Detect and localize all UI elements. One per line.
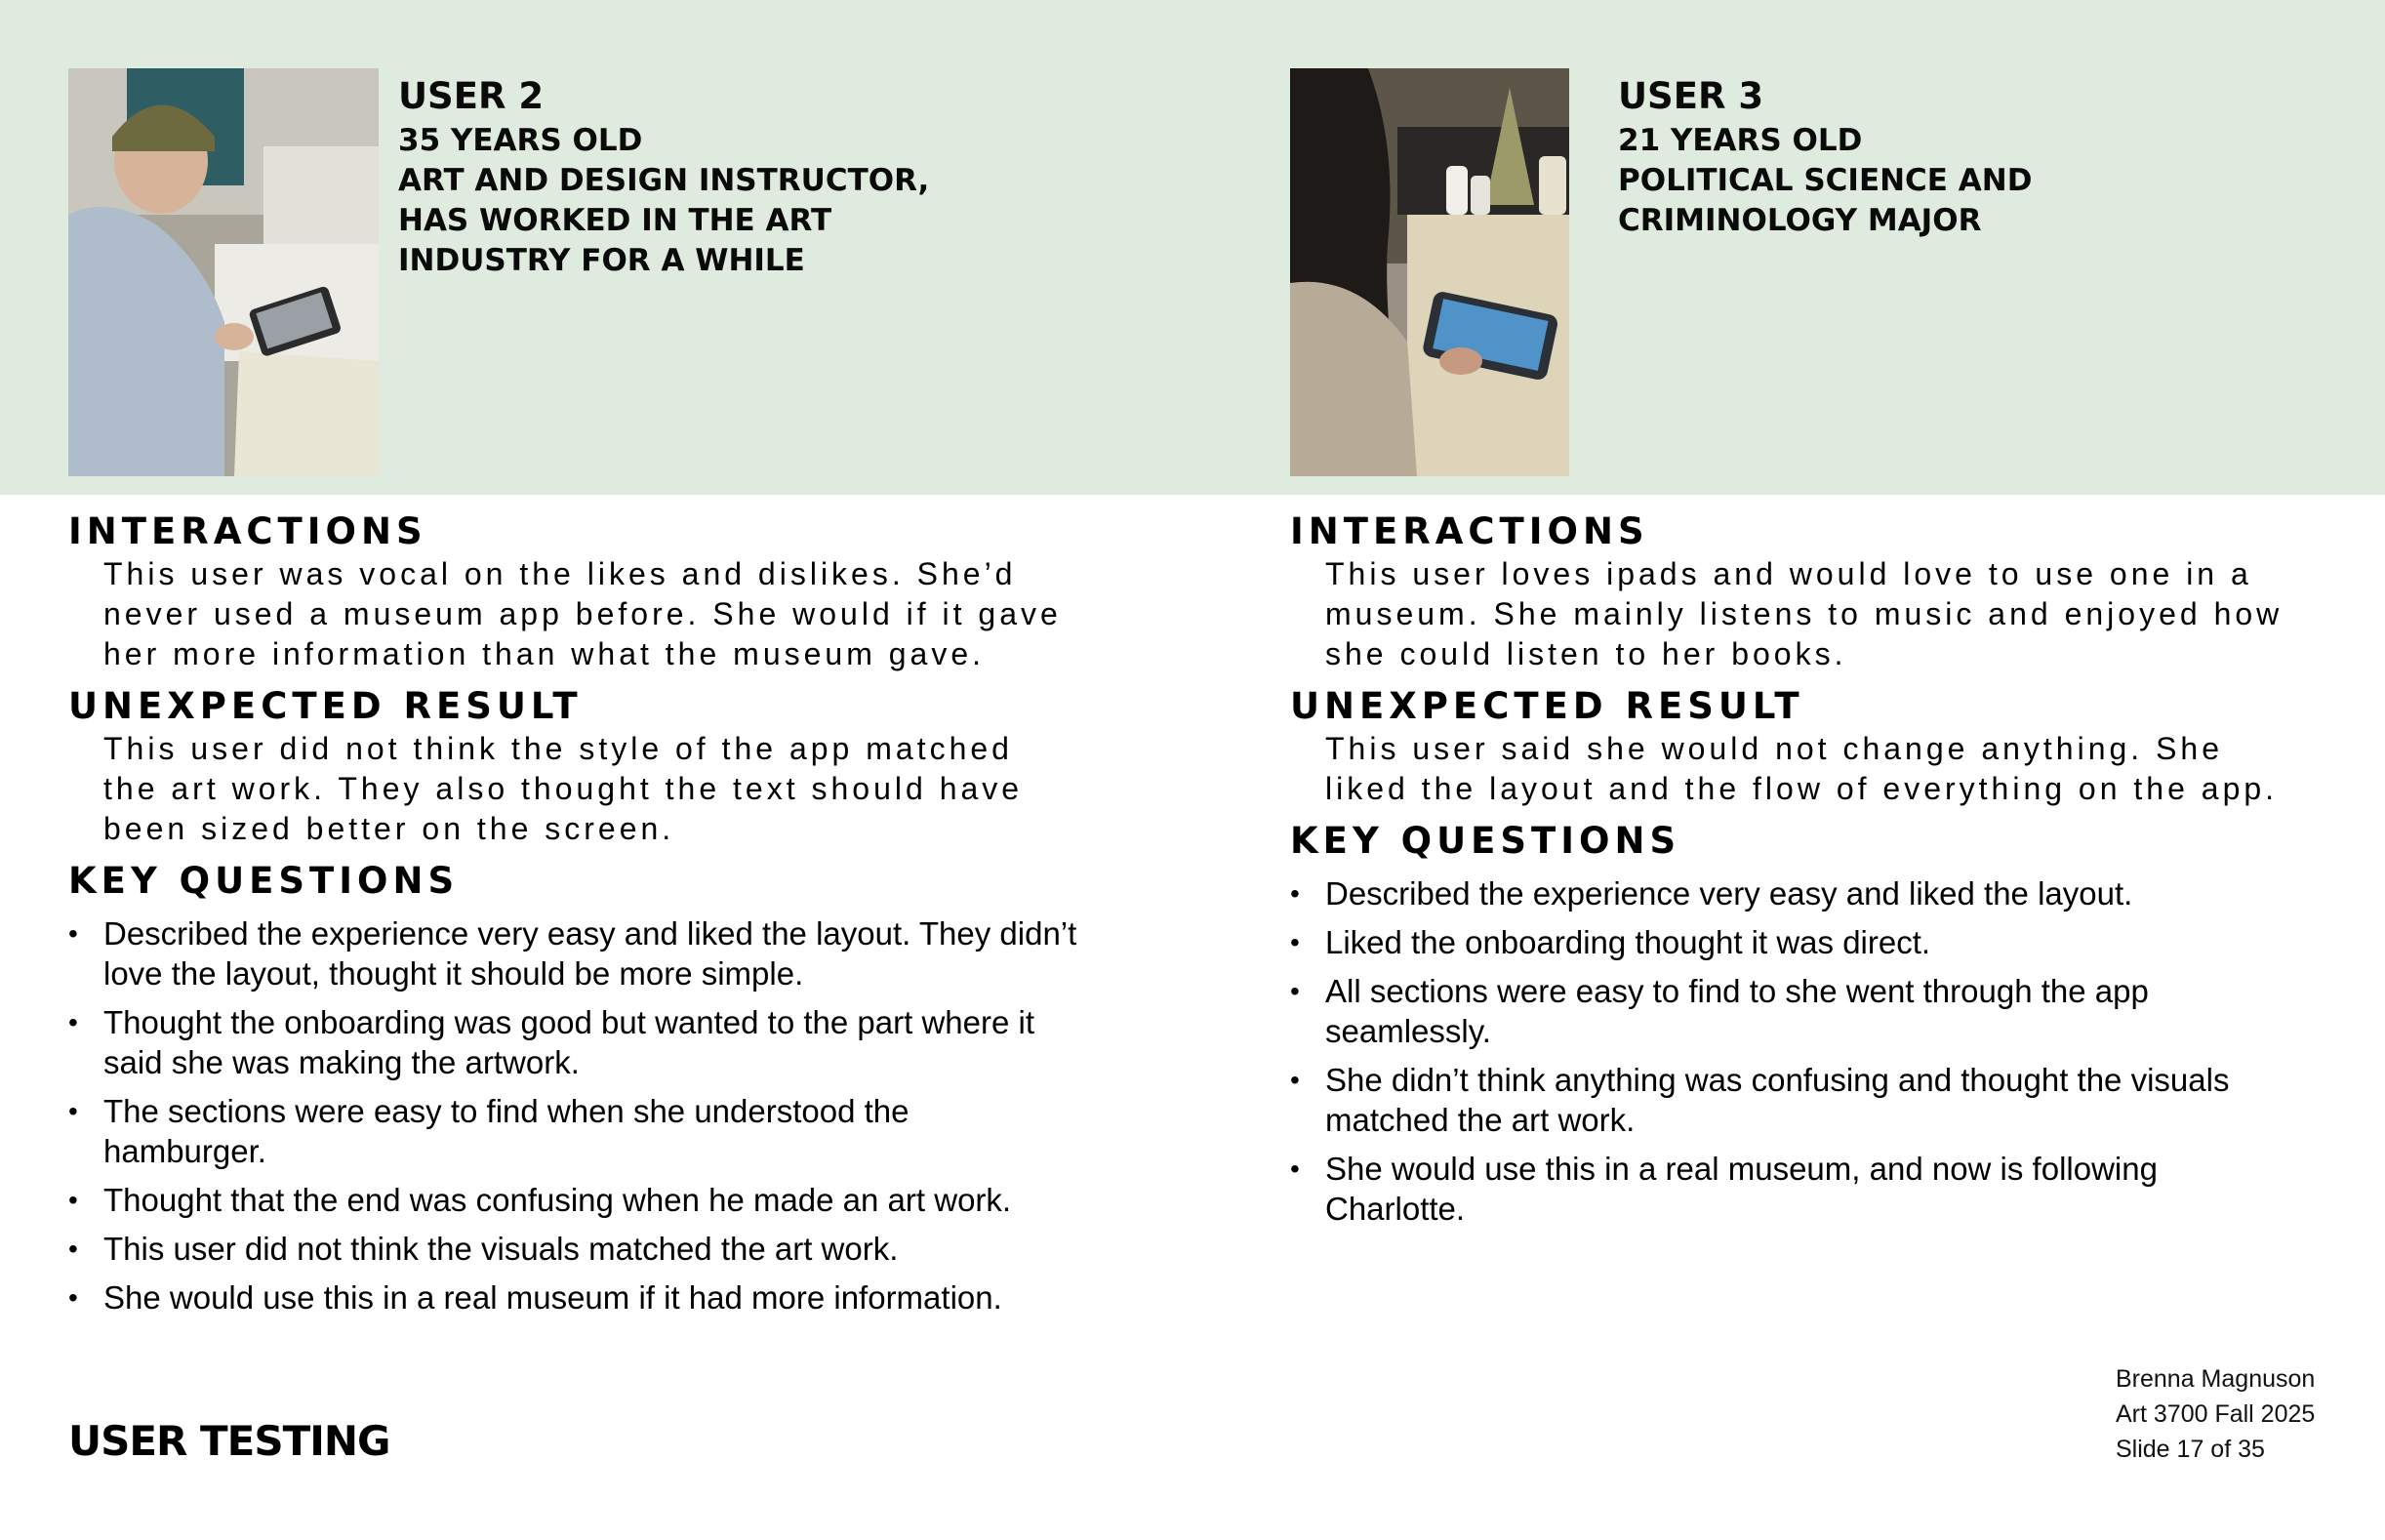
list-item [1290,922,2385,962]
user-2-name: USER 2 [398,75,545,117]
bullet-icon: • [68,1185,78,1215]
user-3-name: USER 3 [1618,75,1764,117]
user-3-photo [1290,68,1569,476]
list-item [1290,1060,2385,1140]
course-label: Art 3700 Fall 2025 [2116,1400,2316,1428]
text-line: This user did not think the visuals matched the art work. [103,1231,899,1267]
bullet-icon: • [68,1096,78,1126]
text-line: she could listen to her books. [1325,636,1847,671]
key-questions-list [1290,873,2385,1229]
user-2-photo [68,68,379,476]
text-line: This user was vocal on the likes and dislikes. She’d [103,556,1017,591]
text-line: All sections were easy to find to she went through the app [1325,973,2149,1009]
list-item [68,1002,1191,1082]
text-line: Liked the onboarding thought it was direct. [1325,924,1931,960]
user-2-profile-line: INDUSTRY FOR A WHILE [398,243,805,278]
interactions-text [68,554,1191,674]
text-line: matched the art work. [1325,1102,1636,1138]
list-item [68,1180,1191,1220]
key-questions-heading: KEY QUESTIONS [68,860,460,902]
list-item [68,1229,1191,1269]
user-3-profile-line: CRIMINOLOGY MAJOR [1618,203,1982,238]
unexpected-result-text [1290,729,2385,809]
bullet-icon: • [1290,1154,1300,1184]
text-line: never used a museum app before. She would if it gave [103,596,1062,631]
unexpected-result-text [68,729,1191,849]
text-line: Thought the onboarding was good but wanted to the part where it [103,1004,1034,1040]
text-line: This user said she would not change anything. She [1325,731,2224,766]
key-questions-list [68,913,1191,1317]
text-line: her more information than what the museum gave. [103,636,986,671]
user-3-findings [1290,509,2385,1237]
slide-title: USER TESTING [68,1417,390,1465]
bullet-icon: • [1290,927,1300,957]
bullet-icon: • [1290,976,1300,1006]
list-item [1290,971,2385,1051]
text-line: the art work. They also thought the text should have [103,771,1024,806]
text-line: This user did not think the style of the app matched [103,731,1013,766]
user-3-profile [1618,72,2032,241]
user-3-profile-line: POLITICAL SCIENCE AND [1618,163,2033,198]
bullet-icon: • [68,1007,78,1037]
text-line: hamburger. [103,1133,266,1169]
text-line: said she was making the artwork. [103,1044,580,1080]
unexpected-result-heading: UNEXPECTED RESULT [68,685,583,727]
text-line: She would use this in a real museum, and now is following [1325,1151,2158,1187]
bullet-icon: • [68,918,78,949]
interactions-heading: INTERACTIONS [68,510,427,552]
user-2-profile-line: 35 YEARS OLD [398,123,643,158]
text-line: love the layout, thought it should be more simple. [103,955,804,992]
text-line: liked the layout and the flow of everything on the app. [1325,771,2279,806]
interactions-text [1290,554,2385,674]
user-2-profile-line: ART AND DESIGN INSTRUCTOR, [398,163,930,198]
text-line: museum. She mainly listens to music and enjoyed how [1325,596,2284,631]
interactions-heading: INTERACTIONS [1290,510,1649,552]
author-name: Brenna Magnuson [2116,1365,2316,1393]
text-line: Charlotte. [1325,1191,1466,1227]
list-item [68,913,1191,993]
unexpected-result-heading: UNEXPECTED RESULT [1290,685,1804,727]
slide-number: Slide 17 of 35 [2116,1436,2265,1463]
list-item [68,1277,1191,1317]
text-line: been sized better on the screen. [103,811,675,846]
key-questions-heading: KEY QUESTIONS [1290,820,1681,862]
user-3-profile-line: 21 YEARS OLD [1618,123,1863,158]
text-line: Thought that the end was confusing when he made an art work. [103,1182,1012,1218]
text-line: She didn’t think anything was confusing and thought the visuals [1325,1062,2230,1098]
text-line: Described the experience very easy and liked the layout. [1325,875,2133,912]
user-2-profile [398,72,929,281]
bullet-icon: • [1290,878,1300,909]
bullet-icon: • [68,1234,78,1264]
list-item [68,1091,1191,1171]
text-line: She would use this in a real museum if it had more information. [103,1279,1002,1316]
text-line: This user loves ipads and would love to use one in a [1325,556,2252,591]
bullet-icon: • [68,1282,78,1313]
list-item [1290,873,2385,913]
user-2-profile-line: HAS WORKED IN THE ART [398,203,832,238]
text-line: Described the experience very easy and liked the layout. They didn’t [103,915,1077,952]
slide-credits [2116,1361,2315,1467]
list-item [1290,1149,2385,1229]
user-2-findings [68,509,1191,1326]
text-line: seamlessly. [1325,1013,1491,1049]
bullet-icon: • [1290,1065,1300,1095]
text-line: The sections were easy to find when she understood the [103,1093,910,1129]
